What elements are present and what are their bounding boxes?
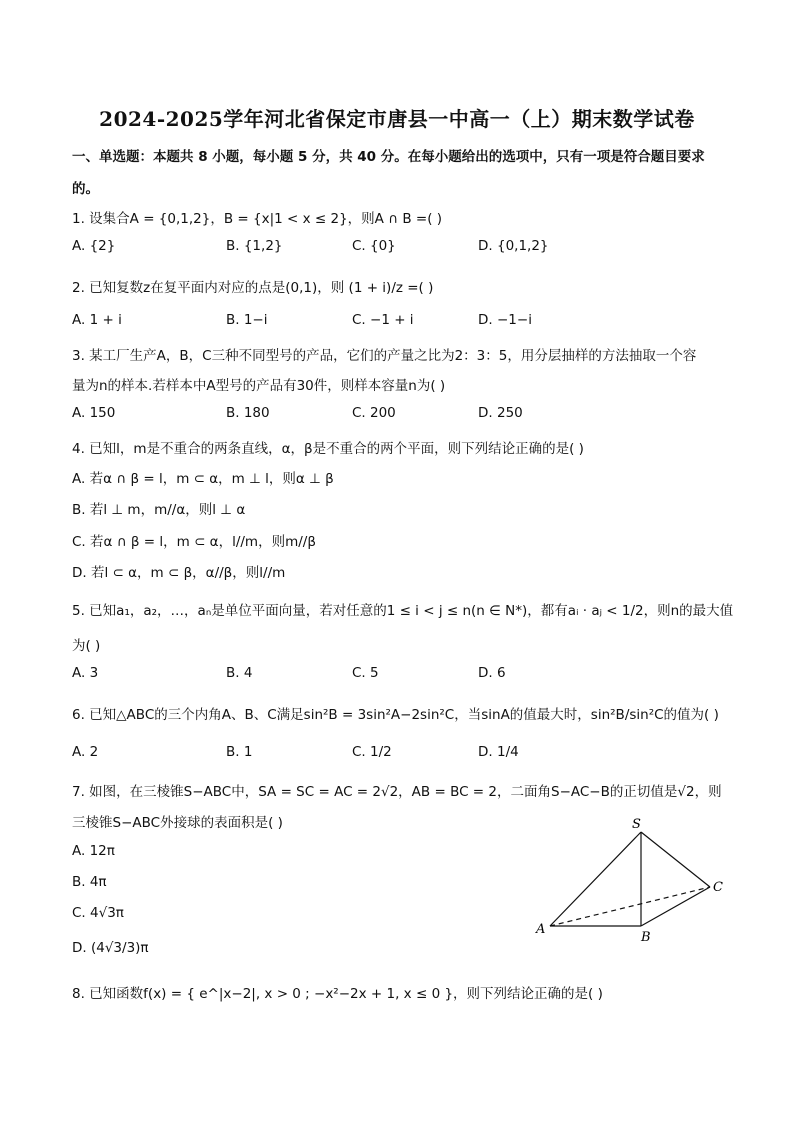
page-title: 2024-2025学年河北省保定市唐县一中高一（上）期末数学试卷 <box>99 107 695 131</box>
vertex-label-a: A <box>536 922 546 937</box>
question-5-option-d: D. 6 <box>478 665 506 681</box>
pyramid-figure <box>528 815 728 945</box>
question-7-stem-line-1: 7. 如图，在三棱锥S−ABC中，SA = SC = AC = 2√2，AB = BC = 2，二面角S−AC−B的正切值是√2，则 <box>72 784 722 800</box>
question-4-option-c: C. 若α ∩ β = l，m ⊂ α，l//m，则m//β <box>72 534 316 550</box>
edge-ac-hidden <box>550 887 710 926</box>
question-1-option-a: A. {2} <box>72 238 116 254</box>
question-2-stem: 2. 已知复数z在复平面内对应的点是(0,1)，则 (1 + i)/z =( ) <box>72 280 434 296</box>
question-2-option-b: B. 1−i <box>226 312 268 328</box>
question-5-option-b: B. 4 <box>226 665 253 681</box>
section-heading-line-2: 的。 <box>72 181 99 197</box>
question-7-option-c: C. 4√3π <box>72 905 124 921</box>
question-1-option-c: C. {0} <box>352 238 396 254</box>
question-5-stem-line-2: 为( ) <box>72 638 101 654</box>
question-6-option-a: A. 2 <box>72 744 99 760</box>
vertex-label-c: C <box>713 880 723 895</box>
vertex-label-s: S <box>632 817 641 832</box>
question-6-option-c: C. 1/2 <box>352 744 392 760</box>
question-2-option-c: C. −1 + i <box>352 312 414 328</box>
question-4-stem: 4. 已知l，m是不重合的两条直线，α，β是不重合的两个平面，则下列结论正确的是( ) <box>72 441 584 457</box>
question-1-option-d: D. {0,1,2} <box>478 238 549 254</box>
section-heading-line-1: 一、单选题：本题共 8 小题，每小题 5 分，共 40 分。在每小题给出的选项中，只有一项是符合题目要求 <box>72 149 705 165</box>
question-6-stem: 6. 已知△ABC的三个内角A、B、C满足sin²B = 3sin²A−2sin²C，当sinA的值最大时，sin²B/sin²C的值为( ) <box>72 707 719 723</box>
question-8-stem: 8. 已知函数f(x) = { e^|x−2|, x > 0 ; −x²−2x + 1, x ≤ 0 }，则下列结论正确的是( ) <box>72 986 603 1002</box>
question-7-option-a: A. 12π <box>72 843 115 859</box>
question-2-option-a: A. 1 + i <box>72 312 122 328</box>
question-6-option-b: B. 1 <box>226 744 253 760</box>
question-3-option-a: A. 150 <box>72 405 116 421</box>
question-6-option-d: D. 1/4 <box>478 744 519 760</box>
question-3-stem-line-2: 量为n的样本.若样本中A型号的产品有30件，则样本容量n为( ) <box>72 378 446 394</box>
question-1-stem: 1. 设集合A = {0,1,2}，B = {x|1 < x ≤ 2}，则A ∩ B =( ) <box>72 211 443 227</box>
edge-sa <box>550 832 641 926</box>
question-5-option-a: A. 3 <box>72 665 99 681</box>
question-3-option-b: B. 180 <box>226 405 270 421</box>
question-3-stem-line-1: 3. 某工厂生产A，B，C三种不同型号的产品，它们的产量之比为2：3：5，用分层抽样的方法抽取一个容 <box>72 348 697 364</box>
edge-bc <box>641 887 710 926</box>
vertex-label-b: B <box>641 930 651 945</box>
question-5-option-c: C. 5 <box>352 665 379 681</box>
question-1-option-b: B. {1,2} <box>226 238 283 254</box>
question-3-option-d: D. 250 <box>478 405 523 421</box>
question-4-option-b: B. 若l ⊥ m，m//α，则l ⊥ α <box>72 502 246 518</box>
question-4-option-a: A. 若α ∩ β = l，m ⊂ α，m ⊥ l，则α ⊥ β <box>72 471 334 487</box>
question-3-option-c: C. 200 <box>352 405 396 421</box>
edge-sc <box>641 832 710 887</box>
question-7-stem-line-2: 三棱锥S−ABC外接球的表面积是( ) <box>72 815 283 831</box>
question-7-option-b: B. 4π <box>72 874 107 890</box>
question-7-option-d: D. (4√3/3)π <box>72 940 149 956</box>
question-2-option-d: D. −1−i <box>478 312 532 328</box>
question-4-option-d: D. 若l ⊂ α，m ⊂ β，α//β，则l//m <box>72 565 286 581</box>
question-5-stem-line-1: 5. 已知a₁，a₂，…，aₙ是单位平面向量，若对任意的1 ≤ i < j ≤ n(n ∈ N*)，都有aᵢ · aⱼ < 1/2，则n的最大值 <box>72 603 734 619</box>
